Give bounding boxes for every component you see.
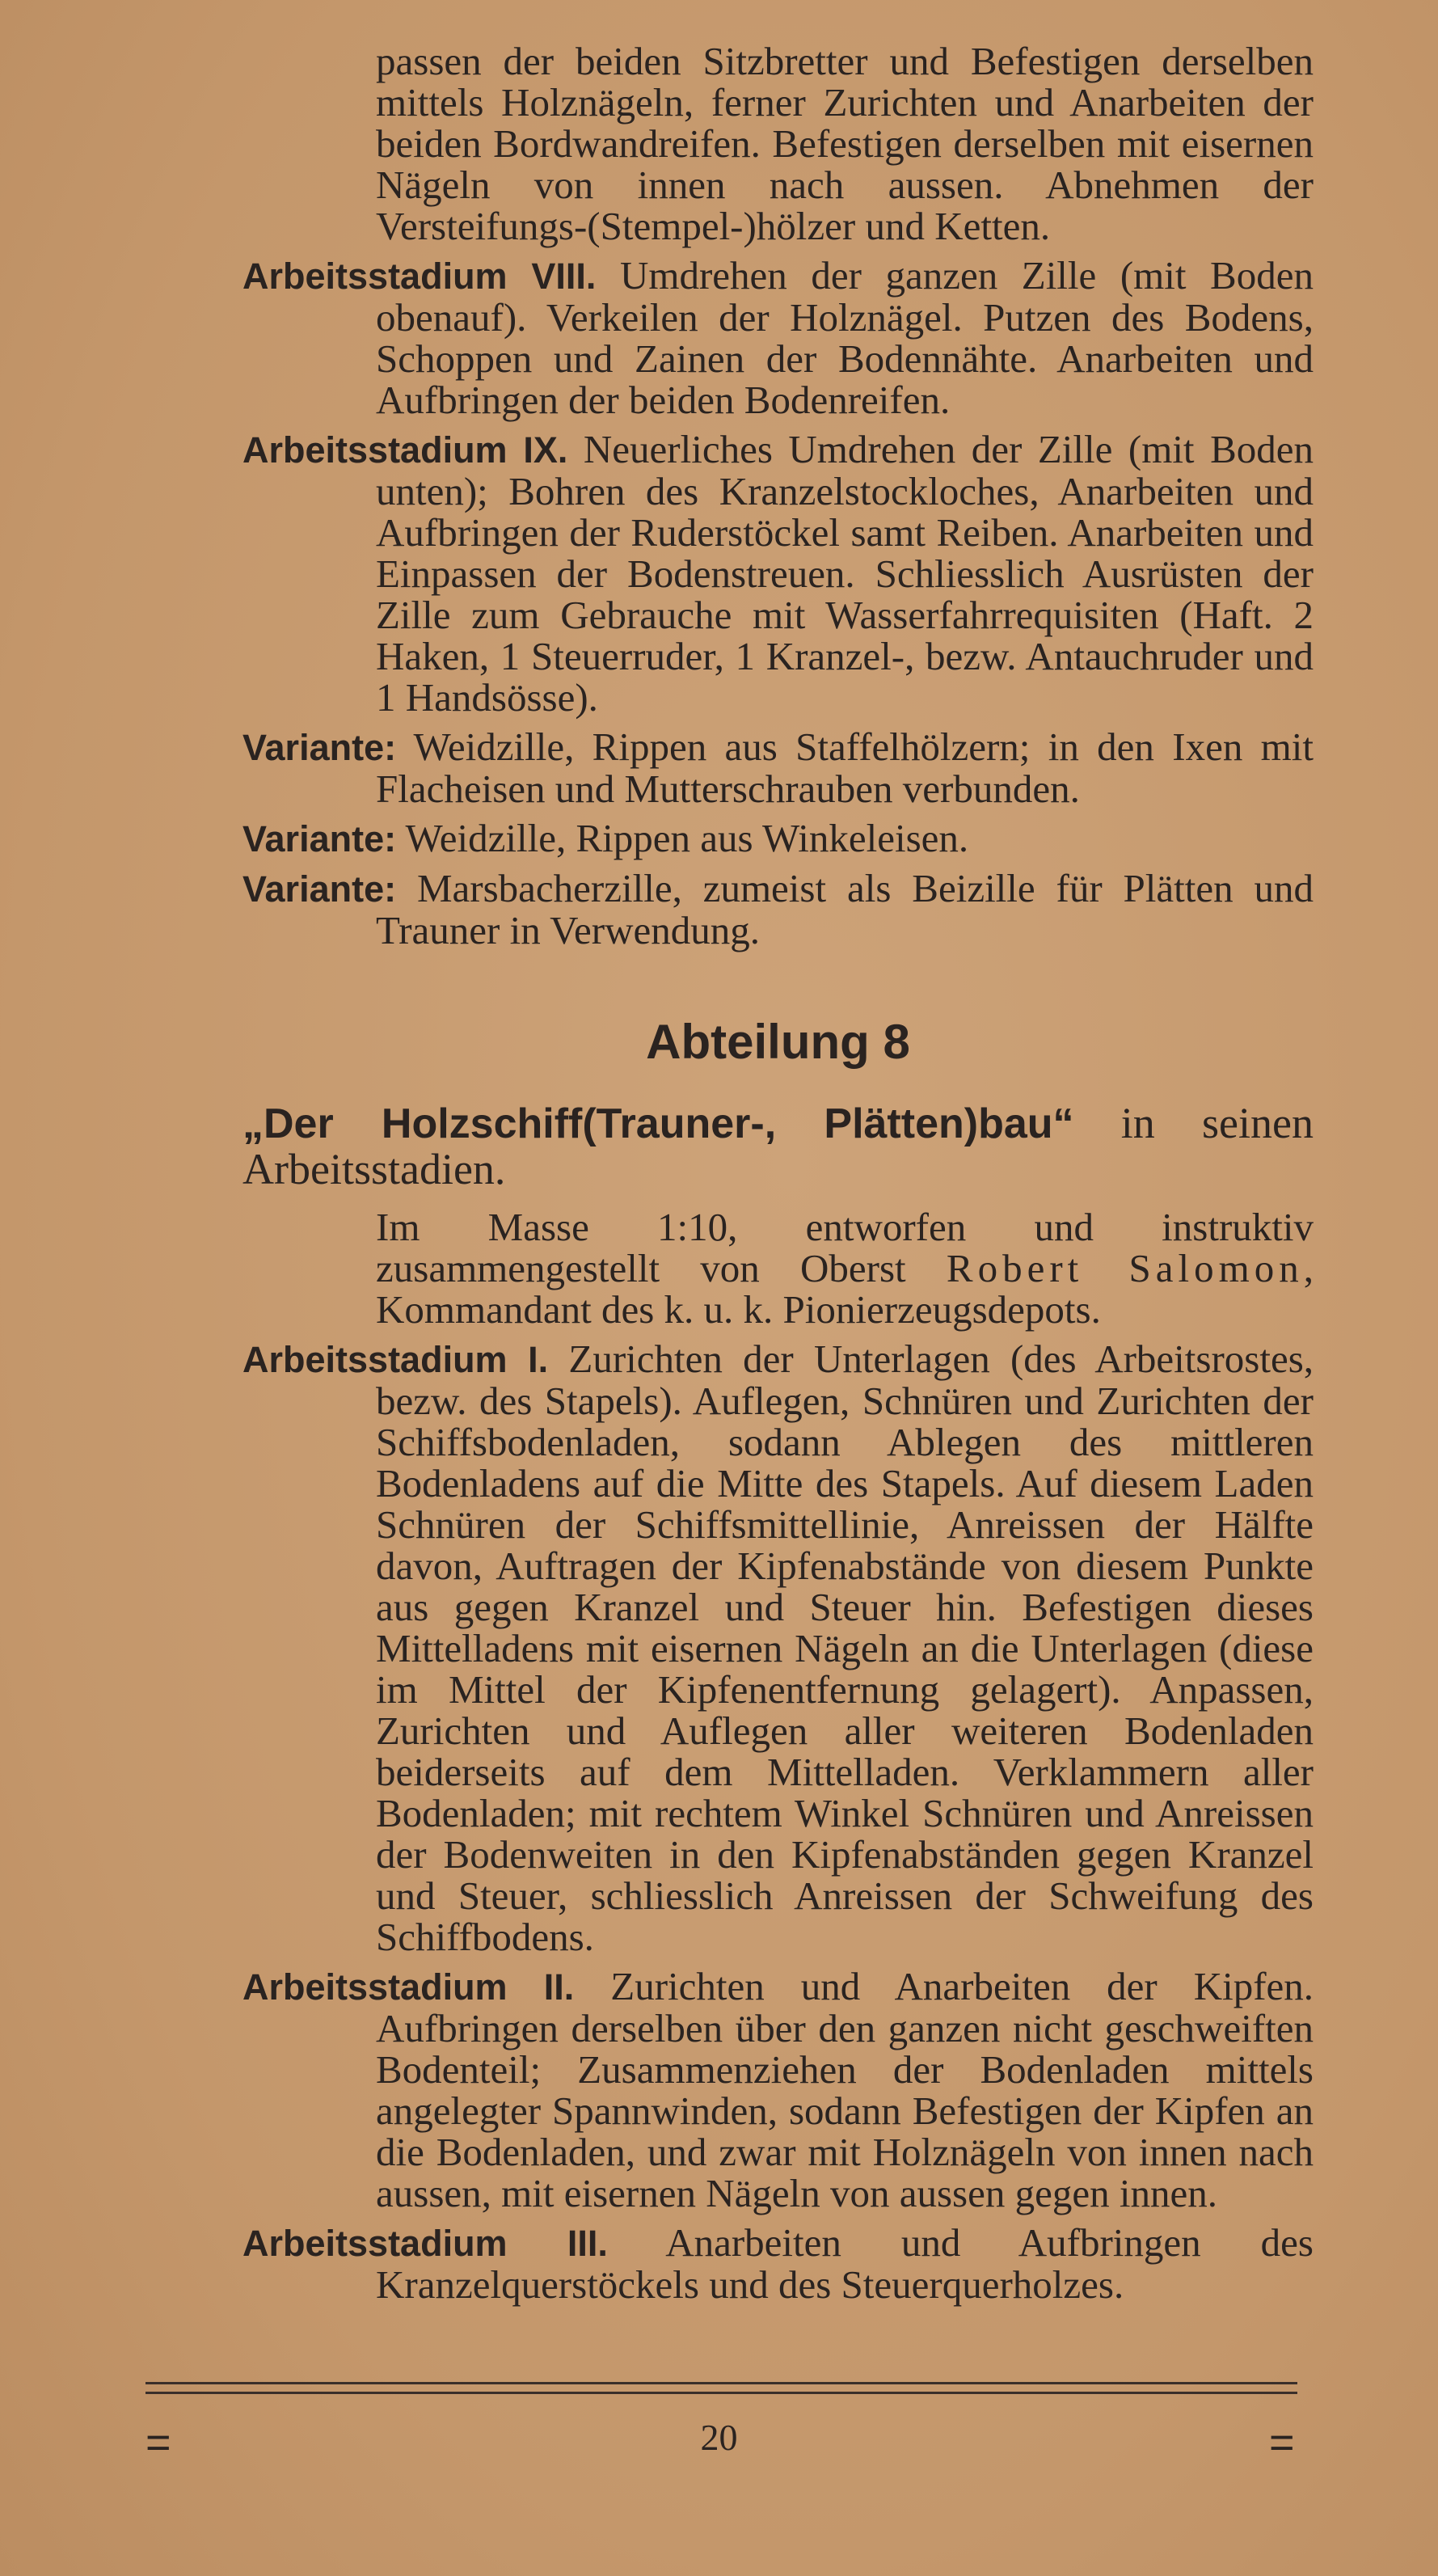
entry-stadium-ii — [242, 1966, 1314, 2214]
continuation-paragraph: passen der beiden Sitzbretter und Befestigen derselben mittels Holznägeln, ferner Zurichten und Anarbeiten der beiden Bordwandreifen. Befestigen derselben mit eisernen Nägeln von innen nach aussen. Abnehmen der Versteifungs-(Stempel-)hölzer und Ketten. — [376, 39, 1314, 248]
entry-label: Arbeitsstadium III. — [242, 2223, 608, 2264]
page-number: 20 — [700, 2417, 738, 2458]
entry-text: Weidzille, Rippen aus Staffelhölzern; in den Ixen mit Flacheisen und Mutterschrauben verbunden. — [376, 724, 1314, 811]
intro-paragraph — [242, 1206, 1314, 1330]
entry-stadium-iii — [242, 2222, 1314, 2305]
entry-label: Arbeitsstadium II. — [242, 1966, 575, 2008]
entry-text: Zurichten und Anarbeiten der Kipfen. Aufbringen derselben über den ganzen nicht geschweiften Bodenteil; Zusammenziehen der Bodenladen mittels angelegter Spannwinden, sodann Befestigen der Kipfen an die Bodenladen, und zwar mit Holznägeln von innen nach aussen, mit eisernen Nägeln von aussen gegen innen. — [376, 1964, 1314, 2215]
entry-stadium-viii — [242, 255, 1314, 420]
entry-text: Marsbacherzille, zumeist als Beizille für Plätten und Trauner in Verwendung. — [376, 866, 1314, 952]
entry-text: Umdrehen der ganzen Zille (mit Boden obenauf). Verkeilen der Holznägel. Putzen des Bodens, Schoppen und Zainen der Bodennähte. Anarbeiten und Aufbringen der beiden Bodenreifen. — [376, 253, 1314, 422]
entry-label: Variante: — [242, 818, 397, 859]
entry-variante-1 — [242, 726, 1314, 809]
entries-b — [242, 1338, 1314, 2305]
section-title — [242, 1100, 1314, 1192]
entry-stadium-i — [242, 1338, 1314, 1957]
entry-variante-3 — [242, 868, 1314, 951]
entry-label: Arbeitsstadium I. — [242, 1339, 549, 1380]
entry-text: Anarbeiten und Aufbringen des Kranzelquerstöckels und des Steuerquerholzes. — [376, 2220, 1314, 2307]
entry-stadium-ix — [242, 429, 1314, 718]
footer-left-mark: = — [145, 2418, 171, 2467]
section-title-rest: in seinen Arbeitsstadien. — [242, 1099, 1314, 1193]
footer-rule-bottom — [145, 2392, 1297, 2394]
entry-label: Arbeitsstadium IX. — [242, 429, 568, 471]
entry-label: Arbeitsstadium VIII. — [242, 255, 597, 297]
entry-label: Variante: — [242, 727, 397, 768]
entry-variante-2 — [242, 817, 1314, 859]
footer-right-mark: = — [1269, 2418, 1295, 2467]
intro-after: , Kommandant des k. u. k. Pionierzeugsdepots. — [376, 1246, 1314, 1332]
entry-text: Neuerliches Umdrehen der Zille (mit Boden unten); Bohren des Kranzelstockloches, Anarbeiten und Aufbringen der Ruderstöckel samt Reiben. Anarbeiten und Einpassen der Bodenstreuen. Schliesslich Ausrüsten der Zille zum Gebrauche mit Wasserfahrrequisiten (Haft. 2 Haken, 1 Steuerruder, 1 Kranzel-, bezw. Antauchruder und 1 Handsösse). — [376, 427, 1314, 720]
footer-rule-top — [145, 2382, 1297, 2384]
entries-a — [242, 255, 1314, 951]
intro-before: Im Masse 1:10, entworfen und instruktiv zusammengestellt von Oberst — [376, 1205, 1314, 1290]
section-title-bold: „Der Holzschiff(Trauner-, Plätten)bau“ — [242, 1100, 1074, 1147]
entry-text: Zurichten der Unterlagen (des Arbeitsrostes, bezw. des Stapels). Auflegen, Schnüren und Zurichten der Schiffsbodenladen, sodann Ablegen des mittleren Bodenladens auf die Mitte des Stapels. Auf diesem Laden Schnüren der Schiffsmittellinie, Anreissen der Hälfte davon, Auftragen der Kipfenabstände von diesem Punkte aus gegen Kranzel und Steuer hin. Befestigen dieses Mittelladens mit eisernen Nägeln an die Unterlagen (diese im Mittel der Kipfenentfernung gelagert). Anpassen, Zurichten und Auflegen aller weiteren Bodenladen beiderseits auf dem Mittelladen. Verklammern aller Bodenladen; mit rechtem Winkel Schnüren und Anreissen der Bodenweiten in den Kipfenabständen gegen Kranzel und Steuer, schliesslich Anreissen der Schweifung des Schiffbodens. — [376, 1337, 1314, 1959]
entry-text: Weidzille, Rippen aus Winkeleisen. — [405, 816, 969, 860]
section-heading: Abteilung 8 — [646, 1015, 910, 1069]
author-name: Robert Salomon — [946, 1246, 1304, 1290]
text-column — [242, 40, 1314, 2313]
entry-label: Variante: — [242, 868, 397, 910]
